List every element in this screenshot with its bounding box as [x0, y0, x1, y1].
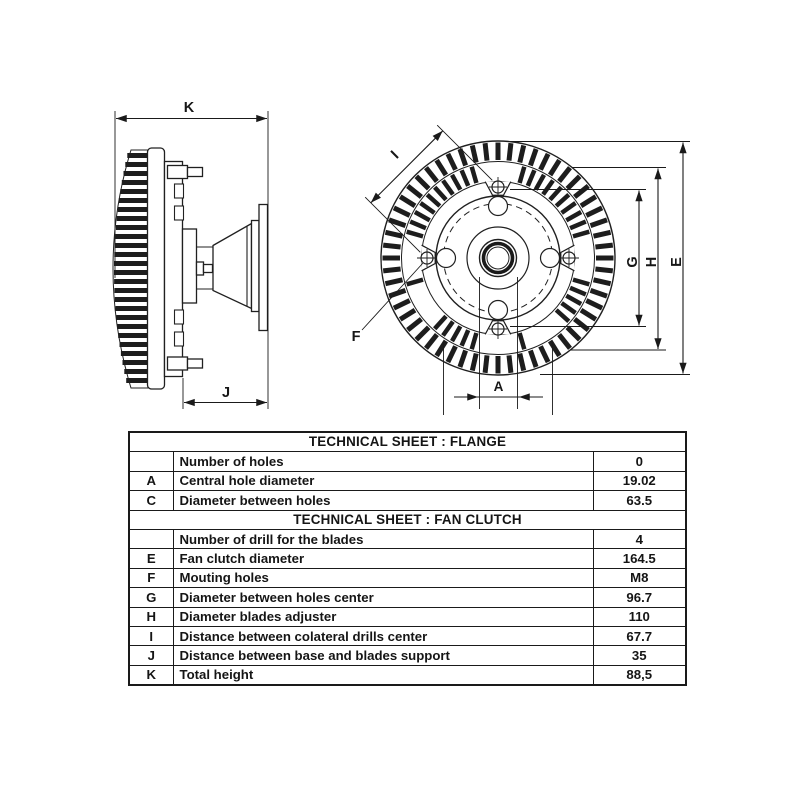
table-row — [129, 549, 686, 568]
blade-support-plate — [148, 148, 165, 389]
fan-clutch-fins-side — [113, 150, 150, 388]
cell-letter: F — [129, 568, 173, 587]
flange-hole-top — [489, 197, 508, 216]
f-leader-line — [362, 263, 423, 330]
cone-step — [252, 221, 260, 312]
table-row — [129, 626, 686, 645]
cell-value: M8 — [593, 568, 686, 587]
cell-letter: K — [129, 665, 173, 685]
cell-desc: Diameter blades adjuster — [173, 607, 593, 626]
cell-desc: Number of drill for the blades — [173, 529, 593, 548]
cell-letter: H — [129, 607, 173, 626]
table-row — [129, 646, 686, 665]
section-header-row — [129, 510, 686, 529]
cell-value: 35 — [593, 646, 686, 665]
table-row — [129, 452, 686, 471]
dimension-H — [570, 168, 666, 351]
dim-label-J: J — [221, 385, 231, 401]
side-view — [113, 100, 268, 409]
flange-hole-left — [437, 249, 456, 268]
cell-desc: Number of holes — [173, 452, 593, 471]
dim-label-F: F — [351, 329, 361, 345]
cell-desc: Central hole diameter — [173, 471, 593, 490]
hub-cone — [213, 224, 252, 309]
spec-table-body — [129, 432, 686, 685]
technical-sheet-table — [128, 431, 687, 686]
cell-value: 19.02 — [593, 471, 686, 490]
dim-label-G: G — [625, 256, 641, 268]
cell-desc: Fan clutch diameter — [173, 549, 593, 568]
cell-desc: Diameter between holes — [173, 491, 593, 510]
cell-letter: C — [129, 491, 173, 510]
hub-plate — [183, 229, 197, 303]
dimension-J — [183, 378, 267, 409]
cell-desc: Distance between base and blades support — [173, 646, 593, 665]
cell-letter — [129, 529, 173, 548]
table-row — [129, 607, 686, 626]
table-row — [129, 529, 686, 548]
dim-label-E: E — [669, 257, 685, 267]
cell-value: 0 — [593, 452, 686, 471]
dim-label-A: A — [493, 379, 504, 394]
section-title: TECHNICAL SHEET : FAN CLUTCH — [129, 510, 686, 529]
cell-value: 4 — [593, 529, 686, 548]
cell-desc: Mouting holes — [173, 568, 593, 587]
section-title: TECHNICAL SHEET : FLANGE — [129, 432, 686, 452]
cell-letter: E — [129, 549, 173, 568]
cell-letter: I — [129, 626, 173, 645]
dim-label-H: H — [644, 256, 660, 268]
cell-desc: Distance between colateral drills center — [173, 626, 593, 645]
cell-value: 88,5 — [593, 665, 686, 685]
mounting-stud-bottom — [168, 357, 203, 370]
cell-value: 110 — [593, 607, 686, 626]
cell-value: 96.7 — [593, 588, 686, 607]
cell-letter: J — [129, 646, 173, 665]
cell-letter: G — [129, 588, 173, 607]
dim-label-K: K — [183, 100, 195, 116]
cell-desc: Total height — [173, 665, 593, 685]
mounting-flange-side — [259, 205, 268, 331]
section-header-row — [129, 432, 686, 452]
table-row — [129, 491, 686, 510]
mounting-stud-middle — [197, 262, 213, 275]
flange-hole-bottom — [489, 301, 508, 320]
flange-hole-right — [541, 249, 560, 268]
cell-value: 67.7 — [593, 626, 686, 645]
cell-desc: Diameter between holes center — [173, 588, 593, 607]
cell-letter: A — [129, 471, 173, 490]
cell-value: 164.5 — [593, 549, 686, 568]
mounting-stud-top — [168, 166, 203, 179]
front-view — [352, 125, 690, 415]
table-row — [129, 665, 686, 685]
table-row — [129, 568, 686, 587]
table-row — [129, 471, 686, 490]
cell-letter — [129, 452, 173, 471]
table-row — [129, 588, 686, 607]
cell-value: 63.5 — [593, 491, 686, 510]
dim-label-I: I — [388, 148, 403, 163]
dimension-F — [352, 263, 423, 345]
